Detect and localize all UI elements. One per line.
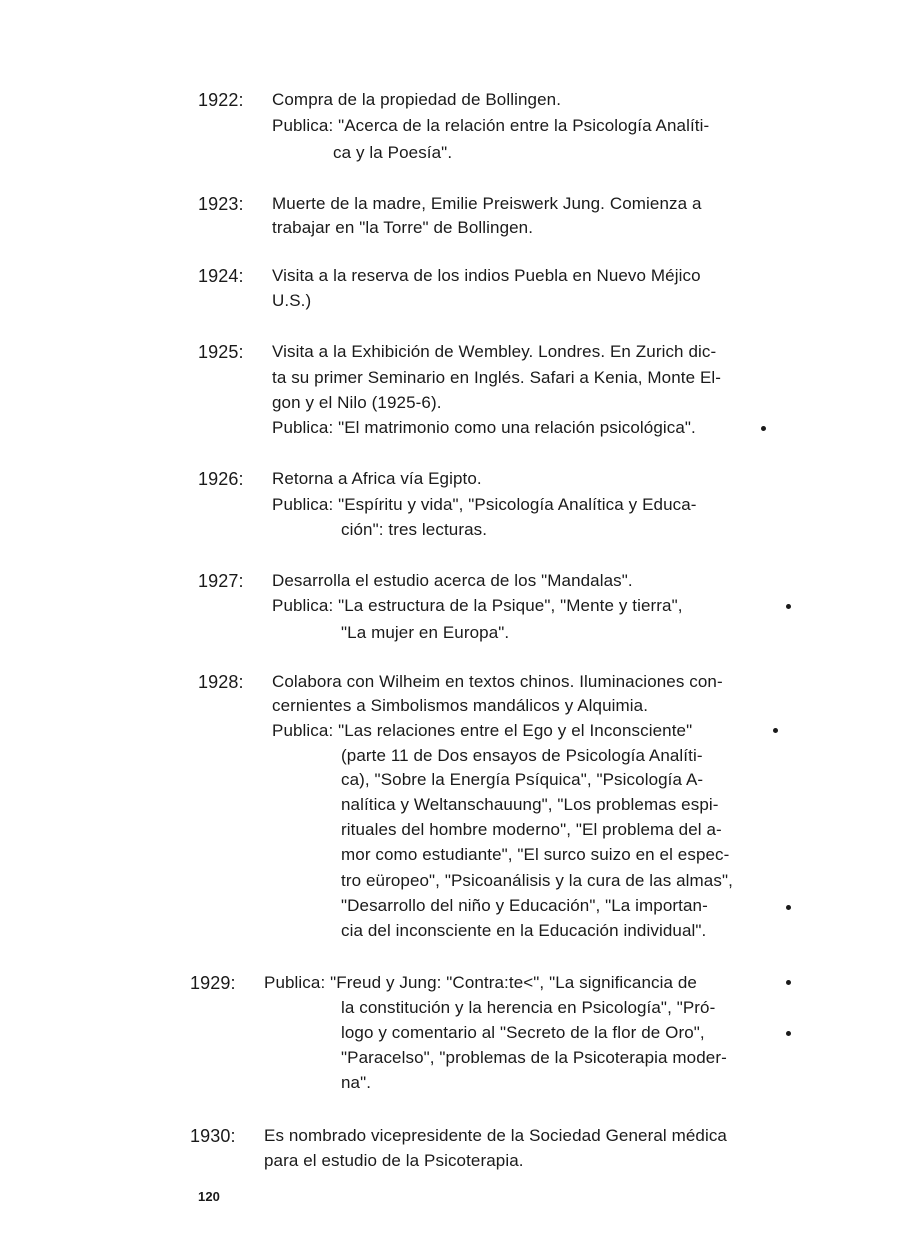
entry-line: para el estudio de la Psicoterapia. (264, 1151, 524, 1170)
year-1928: 1928: (198, 672, 244, 692)
entry-line: "La mujer en Europa". (341, 623, 510, 642)
entry-line: Muerte de la madre, Emilie Preiswerk Jung. Comienza a (272, 194, 702, 213)
year-1930: 1930: (190, 1126, 236, 1146)
entry-line: ta su primer Seminario en Inglés. Safari a Kenia, Monte El- (272, 368, 722, 387)
entry-line: Retorna a Africa vía Egipto. (272, 469, 482, 488)
year-1924: 1924: (198, 266, 244, 286)
entry-line: (parte 11 de Dos ensayos de Psicología Analíti- (341, 746, 703, 765)
year-1923: 1923: (198, 194, 244, 214)
entry-line: Colabora con Wilheim en textos chinos. Iluminaciones con- (272, 672, 723, 691)
entry-line: "Paracelso", "problemas de la Psicoterapia moder- (341, 1048, 727, 1067)
entry-line: gon y el Nilo (1925-6). (272, 393, 442, 412)
entry-line: Publica: "Las relaciones entre el Ego y el Inconsciente" (272, 721, 693, 740)
margin-dot (773, 728, 778, 733)
entry-line: Publica: "Freud y Jung: "Contra:te<", "La significancia de (264, 973, 697, 992)
page-number: 120 (198, 1189, 220, 1204)
margin-dot (786, 980, 791, 985)
entry-line: ción": tres lecturas. (341, 520, 488, 539)
margin-dot (786, 604, 791, 609)
entry-line: tro eüropeo", "Psicoanálisis y la cura de las almas", (341, 871, 733, 890)
entry-line: Es nombrado vicepresidente de la Sociedad General médica (264, 1126, 727, 1145)
margin-dot (761, 426, 766, 431)
entry-line: Visita a la Exhibición de Wembley. Londres. En Zurich dic- (272, 342, 717, 361)
entry-line: cernientes a Simbolismos mandálicos y Alquimia. (272, 696, 649, 715)
year-1922: 1922: (198, 90, 244, 110)
entry-line: ca y la Poesía". (333, 143, 453, 162)
entry-line: ca), "Sobre la Energía Psíquica", "Psicología A- (341, 770, 704, 789)
year-1929: 1929: (190, 973, 236, 993)
entry-line: cia del inconsciente en la Educación individual". (341, 921, 707, 940)
entry-line: trabajar en "la Torre" de Bollingen. (272, 218, 534, 237)
margin-dot (786, 905, 791, 910)
entry-line: Desarrolla el estudio acerca de los "Mandalas". (272, 571, 633, 590)
entry-line: "Desarrollo del niño y Educación", "La importan- (341, 896, 708, 915)
entry-line: Publica: "La estructura de la Psique", "Mente y tierra", (272, 596, 683, 615)
year-1927: 1927: (198, 571, 244, 591)
year-1926: 1926: (198, 469, 244, 489)
entry-line: nalítica y Weltanschauung", "Los problemas espi- (341, 795, 719, 814)
margin-dot (786, 1031, 791, 1036)
entry-line: mor como estudiante", "El surco suizo en el espec- (341, 845, 730, 864)
entry-line: rituales del hombre moderno", "El problema del a- (341, 820, 722, 839)
entry-line: na". (341, 1073, 372, 1092)
entry-line: Publica: "Espíritu y vida", "Psicología Analítica y Educa- (272, 495, 697, 514)
entry-line: la constitución y la herencia en Psicología", "Pró- (341, 998, 716, 1017)
year-1925: 1925: (198, 342, 244, 362)
entry-line: Publica: "El matrimonio como una relación psicológica". (272, 418, 696, 437)
entry-line: U.S.) (272, 291, 312, 310)
entry-line: Compra de la propiedad de Bollingen. (272, 90, 562, 109)
entry-line: logo y comentario al "Secreto de la flor de Oro", (341, 1023, 705, 1042)
entry-line: Publica: "Acerca de la relación entre la Psicología Analíti- (272, 116, 710, 135)
entry-line: Visita a la reserva de los indios Puebla en Nuevo Méjico (272, 266, 701, 285)
